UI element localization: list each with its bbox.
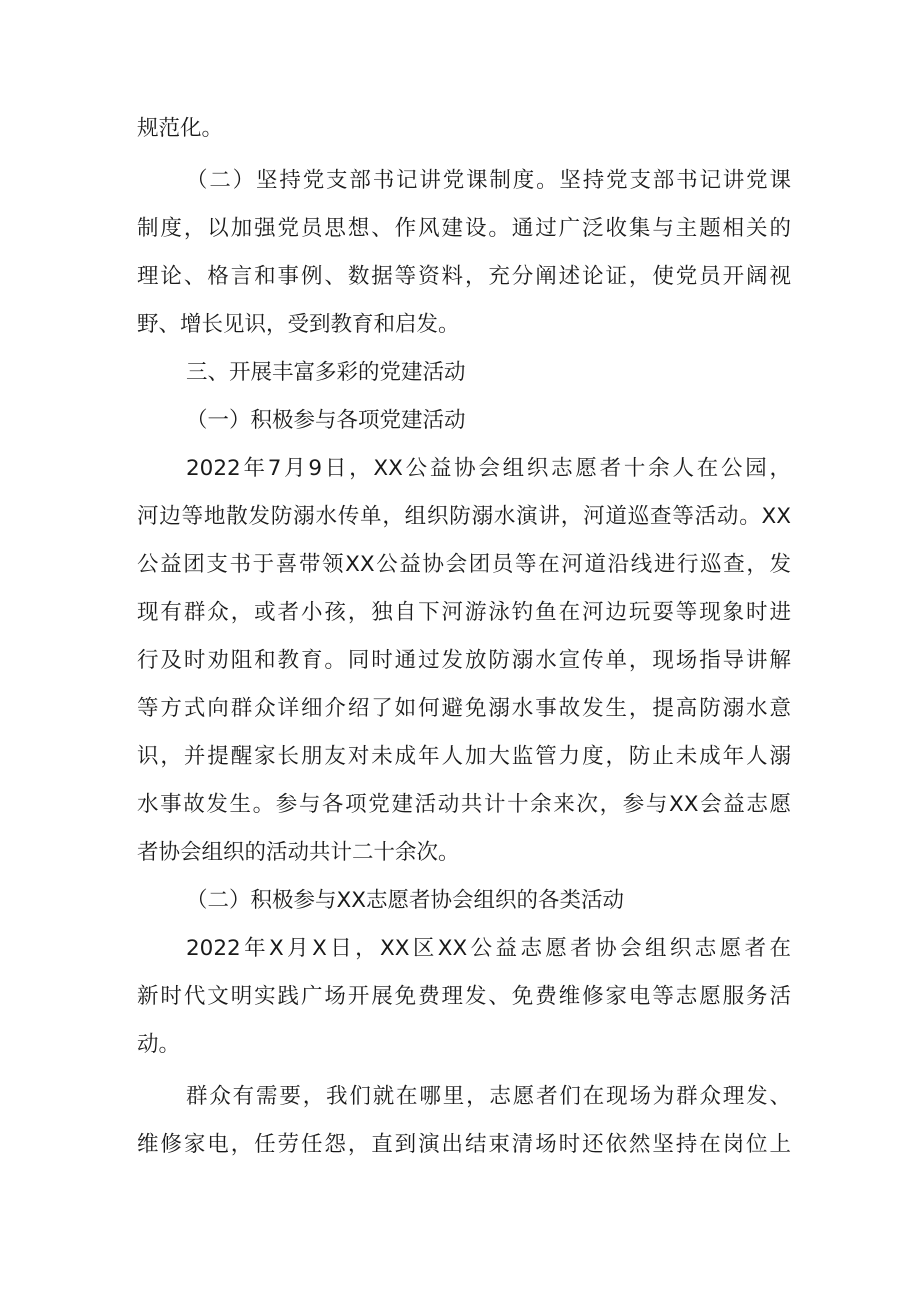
- text-line: 理论、格言和事例、数据等资料，充分阐述论证，使党员开阔视: [137, 264, 791, 289]
- text-line: 公益团支书于喜带领XX公益协会团员等在河道沿线进行巡查，发: [137, 552, 791, 577]
- text-line: 2022年7月9日，XX公益协会组织志愿者十余人在公园，: [186, 456, 791, 481]
- text-line: 水事故发生。参与各项党建活动共计十余来次，参与XX会益志愿: [137, 792, 791, 817]
- text-line: 维修家电，任劳任怨，直到演出结束清场时还依然坚持在岗位上: [137, 1132, 791, 1157]
- text-line: （二）坚持党支部书记讲党课制度。坚持党支部书记讲党课: [186, 168, 791, 193]
- text-line: 新时代文明实践广场开展免费理发、免费维修家电等志愿服务活: [137, 984, 791, 1009]
- text-line: 现有群众，或者小孩，独自下河游泳钓鱼在河边玩耍等现象时进: [137, 600, 791, 625]
- text-line: 动。: [137, 1032, 181, 1057]
- text-line: 规范化。: [137, 116, 224, 141]
- text-line: 制度，以加强党员思想、作风建设。通过广泛收集与主题相关的: [137, 216, 791, 241]
- text-line: 行及时劝阻和教育。同时通过发放防溺水宣传单，现场指导讲解: [137, 648, 791, 673]
- text-line: 等方式向群众详细介绍了如何避免溺水事故发生，提高防溺水意: [137, 696, 791, 721]
- subsection-heading: （二）积极参与XX志愿者协会组织的各类活动: [186, 888, 624, 913]
- text-line: 群众有需要，我们就在哪里，志愿者们在现场为群众理发、: [186, 1084, 791, 1109]
- text-line: 河边等地散发防溺水传单，组织防溺水演讲，河道巡查等活动。XX: [137, 504, 791, 529]
- text-line: 者协会组织的活动共计二十余次。: [137, 840, 460, 865]
- section-heading: 三、开展丰富多彩的党建活动: [186, 360, 466, 385]
- text-line: 野、增长见识，受到教育和启发。: [137, 312, 460, 337]
- text-line: 2022年X月X日，XX区XX公益志愿者协会组织志愿者在: [186, 936, 791, 961]
- text-line: 识，并提醒家长朋友对未成年人加大监管力度，防止未成年人溺: [137, 744, 791, 769]
- subsection-heading: （一）积极参与各项党建活动: [186, 408, 466, 433]
